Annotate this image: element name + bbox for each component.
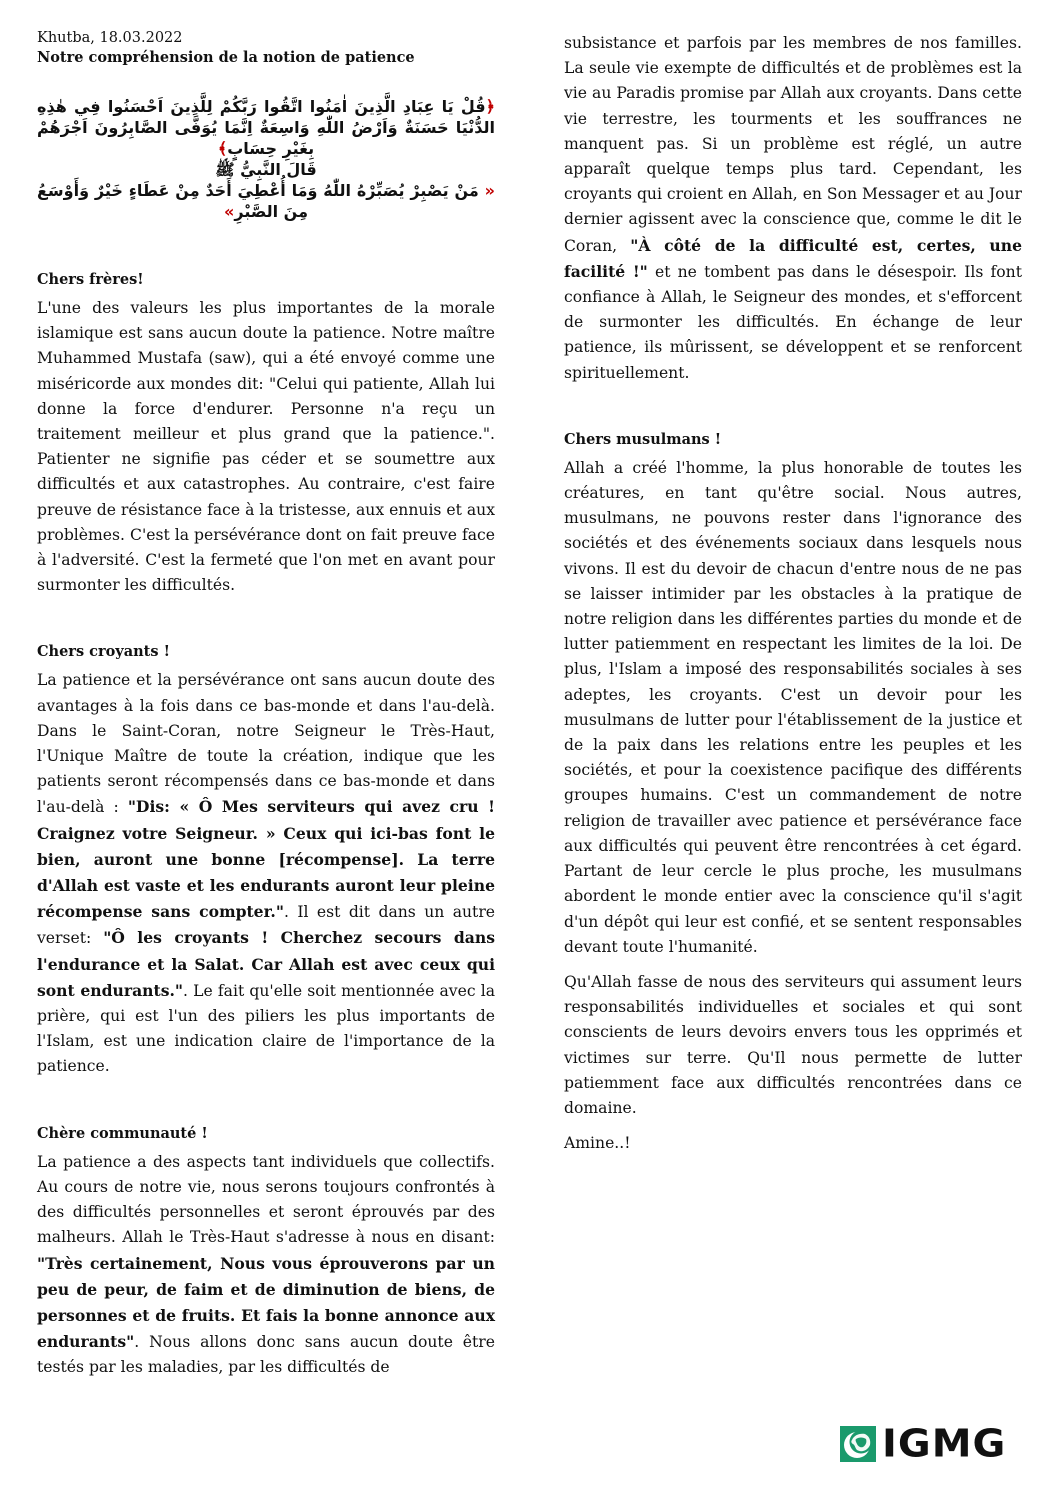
right-column	[564, 31, 1022, 1156]
paragraph-text: et ne tombent pas dans le désespoir. Ils font confiance à Allah, le Seigneur des mondes, et s'efforcent de surmonter les difficultés. En échange de leur patience, ils mûrissent, se développent et se renforcent spirituellement.	[564, 262, 1022, 382]
paragraph-continuation	[564, 31, 1022, 386]
paragraph-text: La patience et la persévérance ont sans aucun doute des avantages à la fois dans ce bas-monde et dans l'au-delà. Dans le Saint-Coran, notre Seigneur le Très-Haut, l'Unique Maître de toute la création, indique que les patients seront récompensés dans ce bas-monde et dans l'au-delà :	[37, 671, 495, 817]
paragraph-text: . Il est dit dans un autre verset:	[37, 903, 496, 948]
igmg-logo	[840, 1422, 1007, 1466]
paragraph: L'une des valeurs les plus importantes de la morale islamique est sans aucun doute la patience. Notre maître Muhammed Mustafa (saw), qui a été envoyé comme une miséricorde aux mondes dit: "Celui qui patiente, Allah lui donne la force d'endurer. Personne n'a reçu un traitement meilleur et plus grand que la patience.". Patienter ne signifie pas céder et se soumettre aux difficultés et aux catastrophes. Au contraire, c'est faire preuve de résistance face à la tristesse, aux ennuis et aux problèmes. C'est la persévérance dont on fait preuve face à l'adversité. C'est la fermeté que l'on met en avant pour surmonter les difficultés.	[37, 299, 495, 595]
prophet-said-line: قَالَ النَّبِيُّ ﷺ	[215, 160, 317, 179]
hadith	[37, 180, 495, 222]
section-heading-chers-musulmans: Chers musulmans !	[564, 430, 722, 448]
section-heading-chere-communaute: Chère communauté !	[37, 1124, 208, 1142]
verse-close-bracket: ﴾	[217, 139, 228, 158]
arabic-quotes	[37, 96, 495, 222]
paragraph: Allah a créé l'homme, la plus honorable de toutes les créatures, en tant qu'être social. Nous autres, musulmans, ne pouvons rester dans l'ignorance des sociétés et des événements sociaux dans lesquels nous vivons. Il est du devoir de chacun d'entre nous de ne pas se laisser intimider par les obstacles à la pratique de notre religion dans les différentes parties du monde et de lutter patiemment en respectant les limites de la loi. De plus, l'Islam a imposé des responsabilités sociales à ses adeptes, les croyants. C'est un devoir pour les musulmans de lutter pour l'établissement de la justice et de la paix dans les relations entre les peuples et les sociétés, et pour la coexistence pacifique des différents groupes humains. C'est un commandement de notre religion de travailler avec patience et persévérance face aux difficultés qui peuvent être rencontrées à cet égard. Partant de leur cercle le plus proche, les musulmans abordent le monde entier avec la conscience qu'il s'agit d'un dépôt qui leur est confié, et se sentent responsables devant toute l'humanité.	[564, 458, 1022, 956]
quran-quote: "Dis: « Ô Mes serviteurs qui avez cru ! Craignez votre Seigneur. » Ceux qui ici-bas font le bien, auront une bonne [récompense]. La terre d'Allah est vaste et les endurants auront leur pleine récompense sans compter."	[37, 797, 496, 922]
paragraph-text: subsistance et parfois par les membres de nos familles. La seule vie exempte de difficultés et de problèmes est la vie au Paradis promise par Allah aux croyants. Dans cette vie terrestre, les tourments et les souffrances ne manquent pas. Si un problème est réglé, un autre apparaît quelque temps plus tard. Cependant, les croyants qui croient en Allah, en Son Messager et au Jour dernier agissent avec la conscience que, comme le dit le Coran,	[564, 34, 1022, 255]
left-column	[37, 28, 495, 1381]
amine: Amine..!	[564, 1134, 631, 1153]
hadith-text: مَنْ يَصْبِرْ يُصَبِّرْهُ اللّٰهُ وَمَا أُعْطِيَ أَحَدٌ مِنْ عَطَاءٍ خَيْرٌ وَأَوْسَعُ مِنَ الصَّبْرِ	[37, 181, 479, 221]
paragraph-text: La patience a des aspects tant individuels que collectifs. Au cours de notre vie, nous serons toujours confrontés à des difficultés personnelles et seront éprouvés par des malheurs. Allah le Très-Haut s'adresse à nous en disant:	[37, 1152, 495, 1247]
paragraph-text: . Nous allons donc sans aucun doute être testés par les maladies, par les difficultés de	[37, 1333, 495, 1377]
quran-quote: "Ô les croyants ! Cherchez secours dans l'endurance et la Salat. Car Allah est avec ceux qui sont endurants."	[37, 928, 495, 1000]
logo-text: IGMG	[882, 1422, 1007, 1466]
hadith-close-guillemet: »	[224, 202, 235, 221]
quran-quote: "À côté de la difficulté est, certes, une facilité !"	[564, 235, 1023, 281]
crescent-globe-icon	[840, 1426, 876, 1462]
paragraph	[37, 668, 495, 1079]
khutba-date: Khutba, 18.03.2022	[37, 30, 183, 46]
verse-open-bracket: ﴿	[485, 97, 495, 116]
verse-text: قُلْ يَا عِبَادِ الَّذِينَ اٰمَنُوا اتَّقُوا رَبَّكُمْ لِلَّذِينَ اَحْسَنُوا فِي هٰذِهِ الدُّنْيَا حَسَنَةٌ وَاَرْضُ اللّٰهِ وَاسِعَةٌ اِنَّمَا يُوَفَّى الصَّابِرُونَ اَجْرَهُمْ بِغَيْرِ حِسَابٍ	[37, 97, 495, 158]
section-heading-chers-croyants: Chers croyants !	[37, 643, 170, 661]
quran-verse	[37, 96, 495, 159]
page-title: Notre compréhension de la notion de patience	[37, 49, 415, 66]
section-heading-chers-freres: Chers frères!	[37, 271, 144, 288]
quran-quote: "Très certainement, Nous vous éprouverons par un peu de peur, de faim et de diminution de biens, de personnes et de fruits. Et fais la bonne annonce aux endurants"	[37, 1253, 495, 1352]
paragraph	[37, 1150, 495, 1381]
hadith-open-guillemet: «	[484, 181, 496, 200]
closing-prayer: Qu'Allah fasse de nous des serviteurs qui assument leurs responsabilités individuelles et sociales et qui sont conscients de leurs devoirs envers tous les opprimés et victimes sur terre. Qu'Il nous permette de lutter patiemment face aux difficultés rencontrées dans ce domaine.	[564, 972, 1022, 1117]
paragraph-text: . Le fait qu'elle soit mentionnée avec la prière, qui est l'un des piliers les plus importants de l'Islam, est une indication claire de l'importance de la patience.	[37, 981, 495, 1076]
